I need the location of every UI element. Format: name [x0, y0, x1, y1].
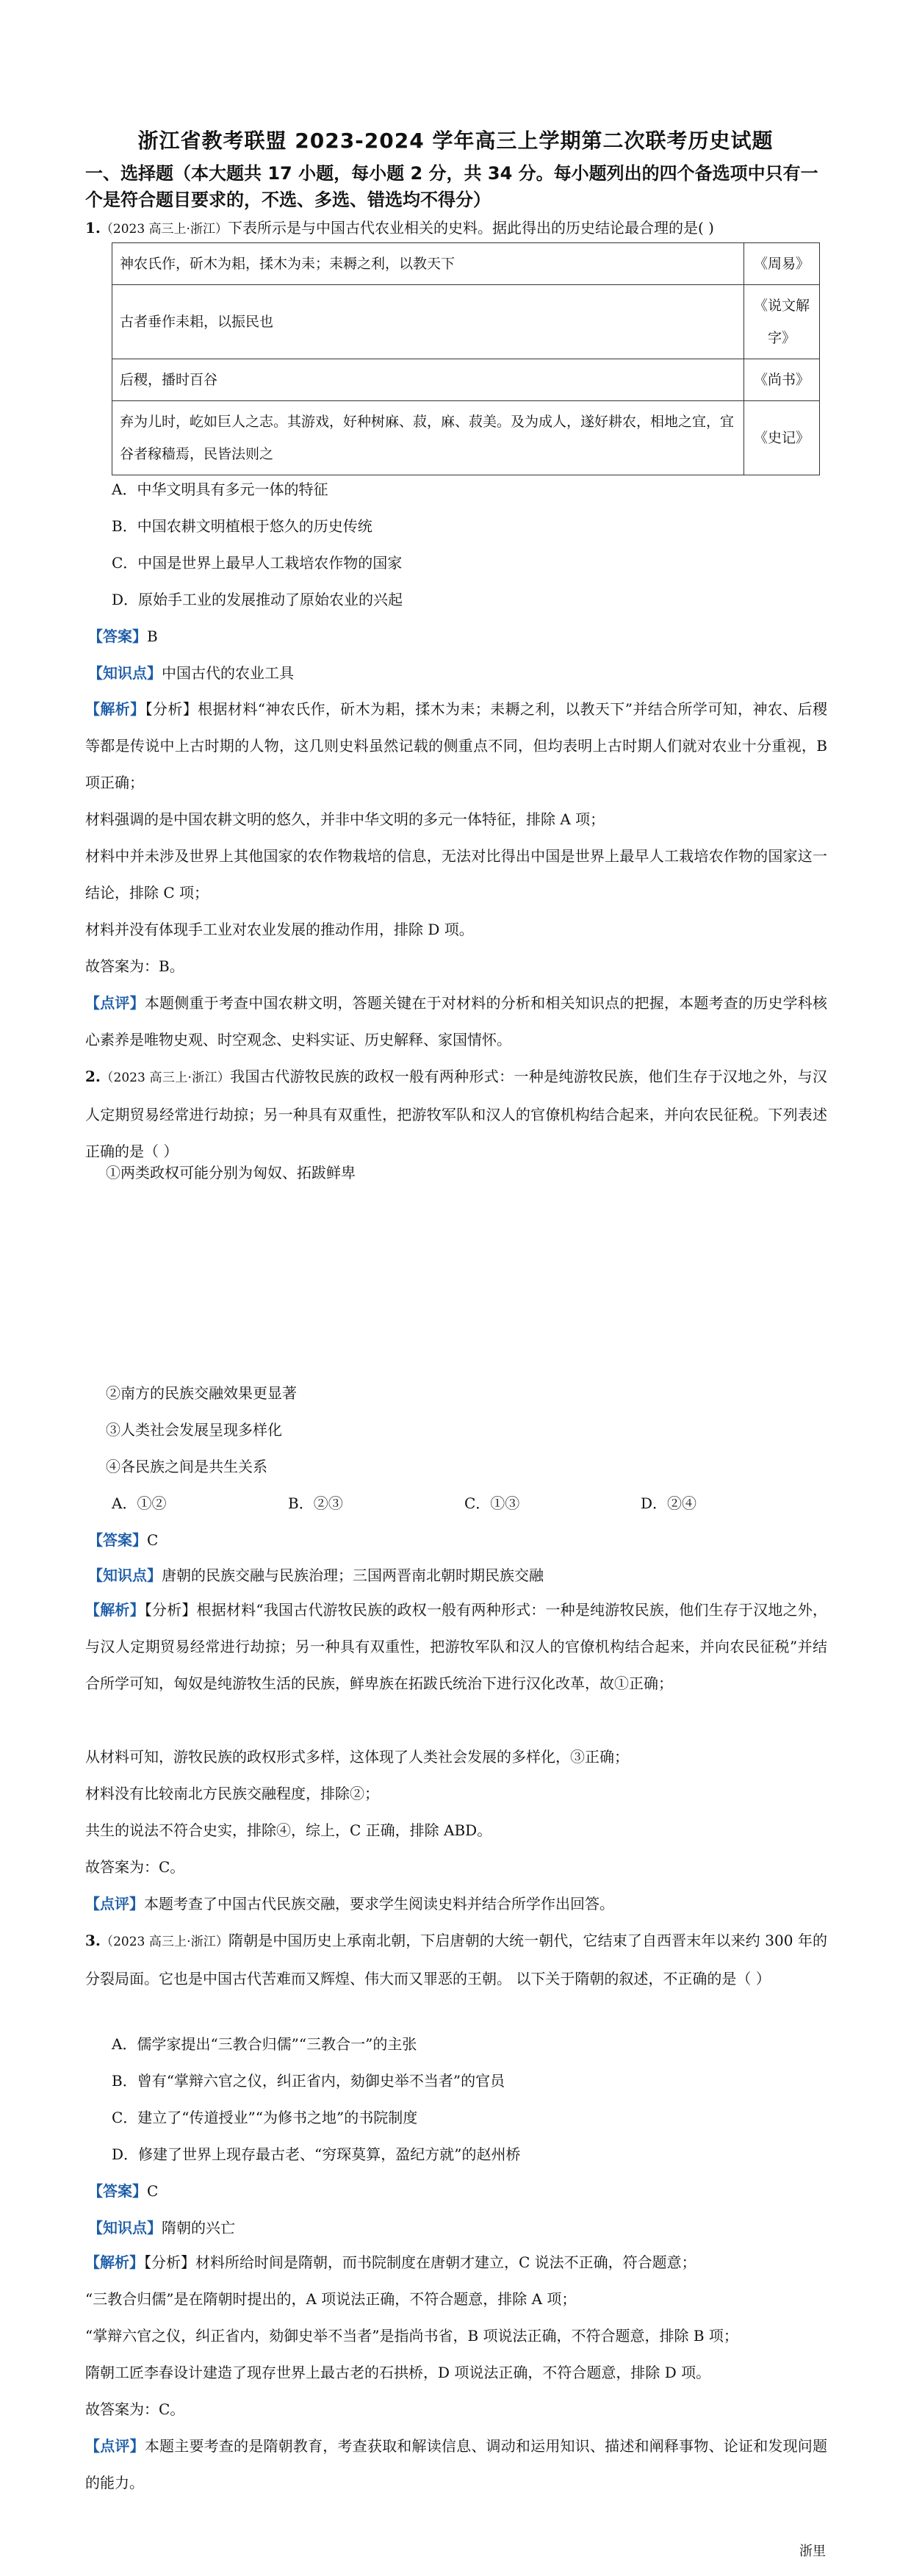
q2-analysis-line: 从材料可知，游牧民族的政权形式多样，这体现了人类社会发展的多样化，③正确；: [85, 1748, 629, 1766]
q3-answer: 【答案】C: [88, 2182, 159, 2200]
table-row: [112, 243, 820, 285]
document-title: 浙江省教考联盟 2023-2024 学年高三上学期第二次联考历史试题: [137, 129, 774, 153]
section-heading: 一、选择题（本大题共 17 小题，每小题 2 分，共 34 分。每小题列出的四个备选项中只有一个是符合题目要求的，不选、多选、错选均不得分）: [85, 163, 818, 210]
source-book: 《周易》: [744, 243, 820, 285]
q3-analysis-line: “掌辩六官之仪，纠正省内，劾御史举不当者”是指尚书省，B 项说法正确，不符合题意，排除 B 项；: [85, 2327, 738, 2345]
q3-analysis-line: 隋朝工匠李春设计建造了现存世界上最古老的石拱桥，D 项说法正确，不符合题意，排除 D 项。: [85, 2364, 711, 2381]
q1-answer: 【答案】B: [88, 627, 158, 645]
q1-analysis-line: 材料并没有体现手工业对农业发展的推动作用，排除 D 项。: [85, 921, 474, 938]
q2-statement-1: ①两类政权可能分别为匈奴、拓跋鲜卑: [106, 1164, 356, 1181]
table-row: [112, 285, 820, 359]
q1-analysis-line: 故答案为：B。: [85, 957, 184, 975]
source-book: 《史记》: [744, 401, 820, 475]
table-row: [112, 401, 820, 475]
q3-option-a: A．儒学家提出“三教合归儒”“三教合一”的主张: [112, 2035, 417, 2053]
q2-statement-4: ④各民族之间是共生关系: [106, 1458, 267, 1475]
q1-analysis: 【解析】【分析】根据材料“神农氏作，斫木为耜，揉木为耒；耒耨之利，以教天下”并结合所学可知，神农、后稷等都是传说中上古时期的人物，这几则史料虽然记载的侧重点不同，但均表明上古时期人们就对农业十分重视，B 项正确；: [85, 700, 828, 791]
source-book: 《说文解字》: [744, 285, 820, 359]
source-text: 后稷，播时百谷: [112, 359, 744, 401]
q3-option-d: D．修建了世界上现存最古老、“穷琛莫算，盈纪方就”的赵州桥: [112, 2145, 521, 2163]
q2-comment: 【点评】本题考查了中国古代民族交融，要求学生阅读史料并结合所学作出回答。: [85, 1895, 614, 1913]
q1-option-a: A．中华文明具有多元一体的特征: [112, 481, 328, 498]
q2-option-d: D．②④: [641, 1494, 697, 1512]
q2-answer: 【答案】C: [88, 1531, 159, 1549]
source-book: 《尚书》: [744, 359, 820, 401]
q3-analysis-line: “三教合归儒”是在隋朝时提出的，A 项说法正确，不符合题意，排除 A 项；: [85, 2290, 577, 2308]
q3-analysis: 【解析】【分析】材料所给时间是隋朝，而书院制度在唐朝才建立，C 说法不正确，符合题意；: [85, 2253, 696, 2271]
q1-option-d: D．原始手工业的发展推动了原始农业的兴起: [112, 591, 403, 608]
q1-analysis-line: 材料中并未涉及世界上其他国家的农作物栽培的信息，无法对比得出中国是世界上最早人工栽培农作物的国家这一结论，排除 C 项；: [85, 847, 827, 902]
q2-option-c: C．①③: [464, 1494, 520, 1512]
q1-stem: 1.（2023 高三上·浙江）下表所示是与中国古代农业相关的史料。据此得出的历史结论最合理的是( ): [85, 219, 714, 237]
q1-option-b: B．中国农耕文明植根于悠久的历史传统: [112, 517, 372, 535]
q2-analysis-line: 故答案为：C。: [85, 1858, 185, 1876]
q2-statement-2: ②南方的民族交融效果更显著: [106, 1384, 297, 1402]
q2-analysis: 【解析】【分析】根据材料“我国古代游牧民族的政权一般有两种形式：一种是纯游牧民族，他们生存于汉地之外，与汉人定期贸易经常进行劫掠；另一种具有双重性，把游牧军队和汉人的官僚机构结合起来，并向农民征税”并结合所学可知，匈奴是纯游牧生活的民族，鲜卑族在拓跋氏统治下进行汉化改革，故①正确；: [85, 1601, 827, 1692]
q1-analysis-line: 材料强调的是中国农耕文明的悠久，并非中华文明的多元一体特征，排除 A 项；: [85, 810, 605, 828]
q3-stem: 3.（2023 高三上·浙江）隋朝是中国历史上承南北朝，下启唐朝的大统一朝代，它结束了自西晋末年以来约 300 年的分裂局面。它也是中国古代苦难而又辉煌、伟大而又罪恶的王朝。 以下关于隋朝的叙述，不正确的是（ ）: [85, 1932, 827, 1987]
q2-analysis-line: 材料没有比较南北方民族交融程度，排除②；: [85, 1785, 379, 1802]
q2-statement-3: ③人类社会发展呈现多样化: [106, 1421, 282, 1439]
q2-stem: 2.（2023 高三上·浙江）我国古代游牧民族的政权一般有两种形式：一种是纯游牧民族，他们生存于汉地之外，与汉人定期贸易经常进行劫掠；另一种具有双重性，把游牧军队和汉人的官僚机构结合起来，并向农民征税。下列表述正确的是（ ）: [85, 1068, 827, 1160]
q2-analysis-line: 共生的说法不符合史实，排除④，综上，C 正确，排除 ABD。: [85, 1821, 492, 1839]
q1-source-table: [112, 242, 820, 475]
q3-option-b: B．曾有“掌辩六官之仪，纠正省内，劾御史举不当者”的官员: [112, 2072, 505, 2090]
q2-option-a: A．①②: [112, 1494, 167, 1512]
source-text: 古者垂作耒耜，以振民也: [112, 285, 744, 359]
q3-knowledge: 【知识点】隋朝的兴亡: [88, 2219, 235, 2237]
q2-knowledge: 【知识点】唐朝的民族交融与民族治理；三国两晋南北朝时期民族交融: [88, 1566, 544, 1584]
q1-option-c: C．中国是世界上最早人工栽培农作物的国家: [112, 554, 403, 572]
q1-knowledge: 【知识点】中国古代的农业工具: [88, 664, 294, 682]
q3-comment: 【点评】本题主要考查的是隋朝教育，考查获取和解读信息、调动和运用知识、描述和阐释事物、论证和发现问题的能力。: [85, 2437, 828, 2492]
q3-analysis-line: 故答案为：C。: [85, 2400, 185, 2418]
q2-option-b: B．②③: [288, 1494, 343, 1512]
source-text: 神农氏作，斫木为耜，揉木为耒；耒耨之利，以教天下: [112, 243, 744, 285]
q3-option-c: C．建立了“传道授业”“为修书之地”的书院制度: [112, 2109, 418, 2126]
page-footer: 浙里: [799, 2544, 826, 2559]
q1-comment: 【点评】本题侧重于考查中国农耕文明，答题关键在于对材料的分析和相关知识点的把握，本题考查的历史学科核心素养是唯物史观、时空观念、史料实证、历史解释、家国情怀。: [85, 994, 828, 1048]
table-row: [112, 359, 820, 401]
source-text: 弃为儿时，屹如巨人之志。其游戏，好种树麻、菽，麻、菽美。及为成人，遂好耕农，相地之宜，宜谷者稼穑焉，民皆法则之: [112, 401, 744, 475]
